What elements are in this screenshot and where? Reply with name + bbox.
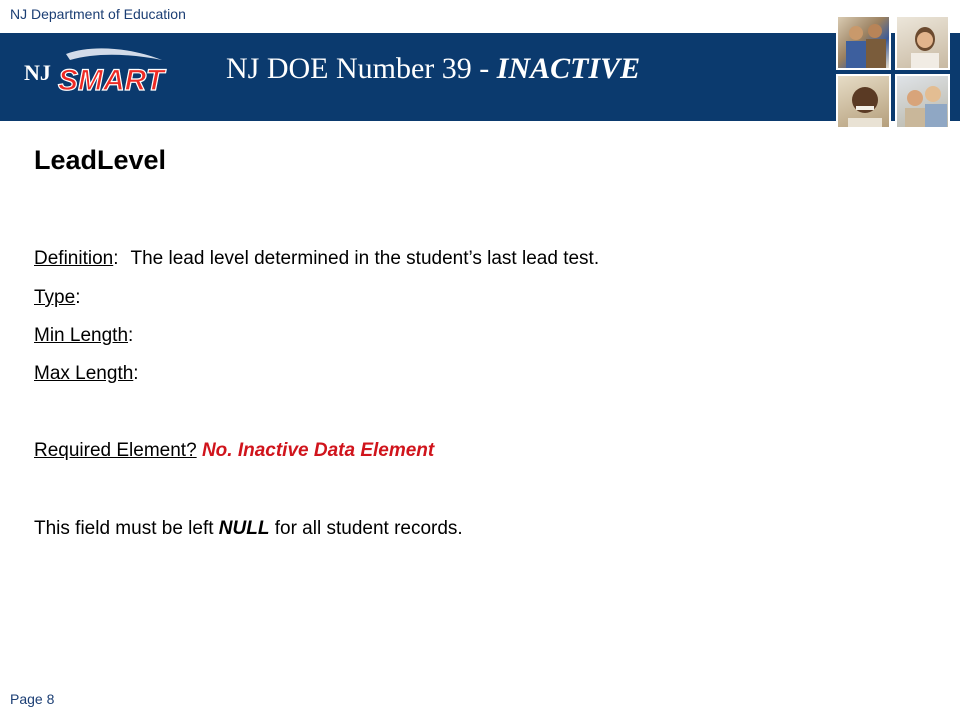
required-row bbox=[34, 440, 434, 462]
null-note-after: for all student records. bbox=[269, 518, 463, 539]
photo-collage bbox=[836, 15, 954, 129]
type-separator: : bbox=[75, 287, 81, 308]
max-length-row bbox=[34, 363, 139, 385]
null-note-before: This field must be left bbox=[34, 518, 219, 539]
logo-nj-text: NJ bbox=[24, 60, 51, 85]
logo-smart-text: SMART bbox=[58, 64, 165, 97]
min-length-label: Min Length bbox=[34, 325, 129, 346]
type-row bbox=[34, 287, 80, 309]
organization-name: NJ Department of Education bbox=[10, 6, 186, 22]
definition-row bbox=[34, 248, 599, 270]
definition-text: The lead level determined in the student’s last lead test. bbox=[130, 248, 600, 269]
slide-title-status: INACTIVE bbox=[496, 52, 641, 85]
photo-two-women bbox=[895, 74, 950, 129]
required-value: No. Inactive Data Element bbox=[201, 440, 435, 461]
definition-label: Definition bbox=[34, 248, 114, 269]
required-label: Required Element? bbox=[34, 440, 197, 461]
photo-woman-smiling bbox=[895, 15, 950, 70]
null-note bbox=[34, 518, 463, 540]
definition-separator: : bbox=[113, 248, 119, 269]
min-length-row bbox=[34, 325, 133, 347]
slide-title-main: NJ DOE Number 39 - bbox=[226, 52, 497, 85]
nj-smart-logo bbox=[22, 46, 172, 102]
photo-man-smiling bbox=[836, 74, 891, 129]
null-note-null: NULL bbox=[218, 518, 270, 539]
slide-title bbox=[226, 52, 640, 86]
max-length-separator: : bbox=[133, 363, 139, 384]
page-number: Page 8 bbox=[10, 691, 55, 707]
photo-two-men bbox=[836, 15, 891, 70]
field-name-heading: LeadLevel bbox=[34, 145, 167, 175]
min-length-separator: : bbox=[128, 325, 134, 346]
type-label: Type bbox=[34, 287, 76, 308]
max-length-label: Max Length bbox=[34, 363, 134, 384]
